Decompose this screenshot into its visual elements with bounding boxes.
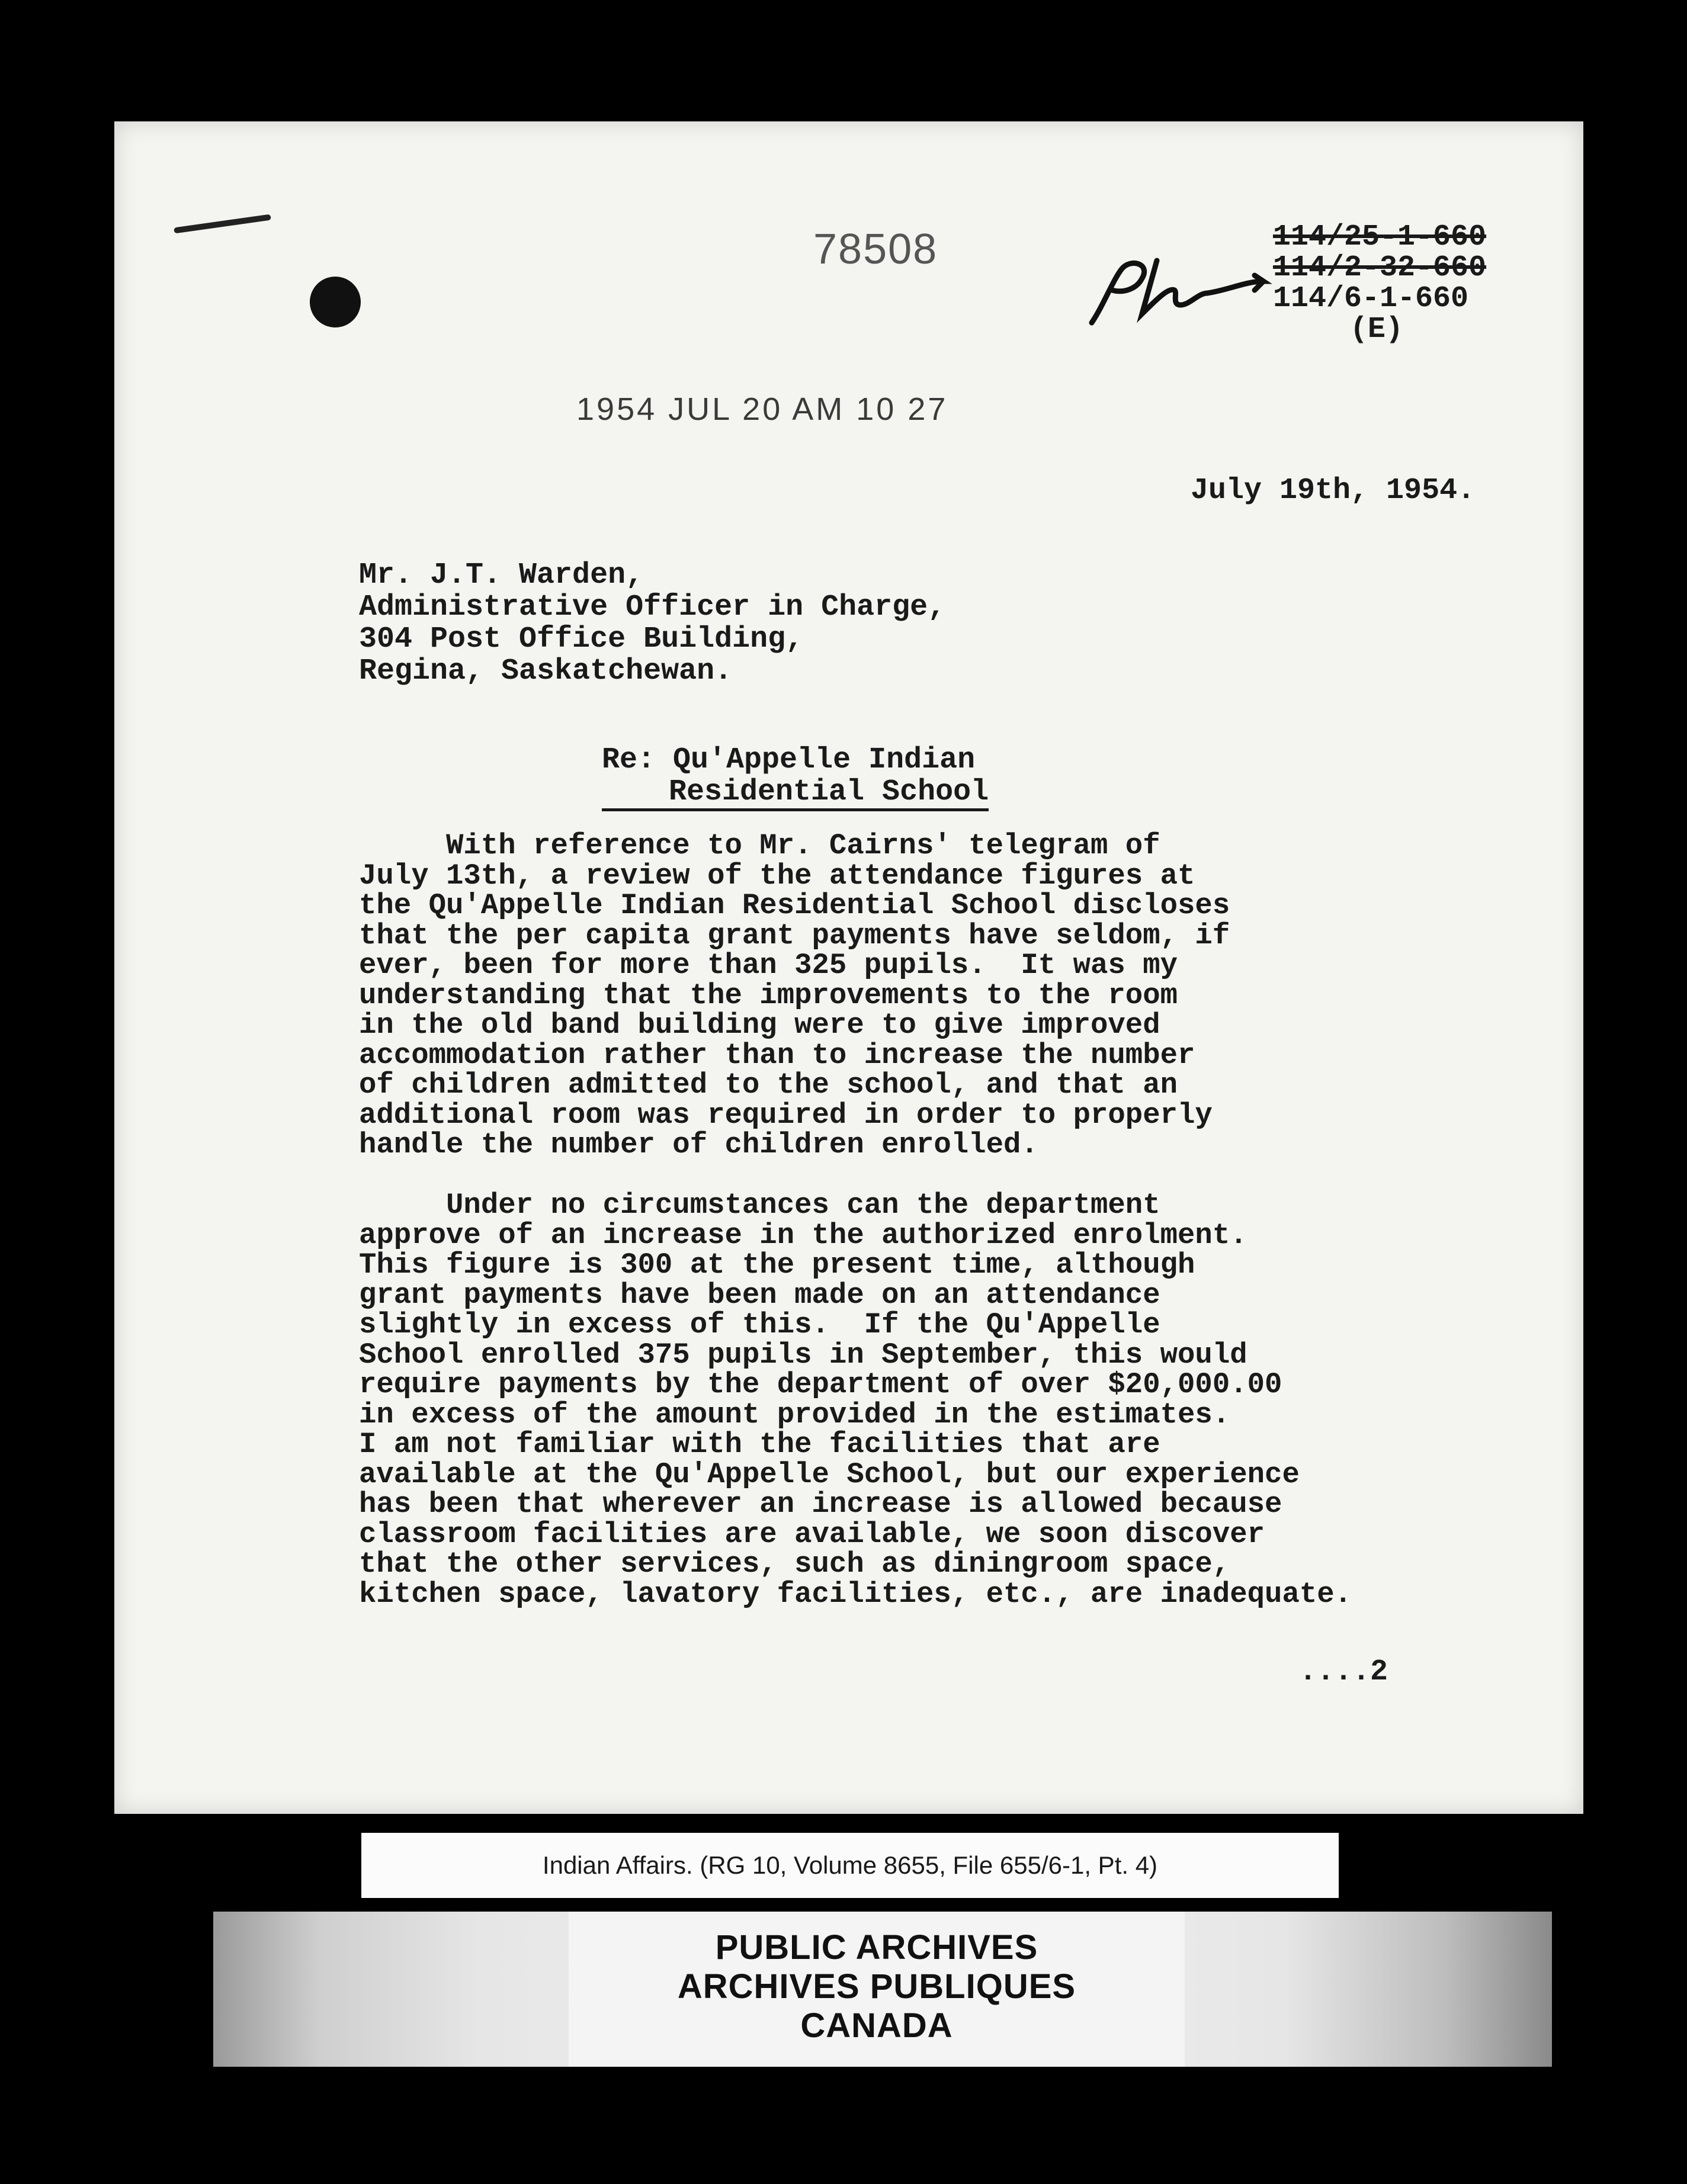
text-line: This figure is 300 at the present time, although: [359, 1248, 1195, 1282]
body-paragraph-1: [359, 831, 1550, 1160]
body-paragraph-2: [359, 1190, 1550, 1609]
struck-file-code-1: 114/25-1-660: [1273, 220, 1487, 254]
text-line: July 13th, a review of the attendance figures at: [359, 859, 1195, 892]
text-line: classroom facilities are available, we soon discover: [359, 1517, 1265, 1551]
text-line: additional room was required in order to properly: [359, 1098, 1213, 1132]
text-line: ever, been for more than 325 pupils. It was my: [359, 949, 1178, 982]
archive-stamp-line: PUBLIC ARCHIVES: [715, 1928, 1038, 1967]
file-codes: [1273, 222, 1486, 345]
text-line: in excess of the amount provided in the estimates.: [359, 1398, 1230, 1431]
subject-line: [602, 744, 989, 811]
letter-page: [114, 121, 1583, 1814]
recipient-address: [359, 560, 945, 688]
recipient-line: Regina, Saskatchewan.: [359, 654, 733, 688]
text-line: has been that wherever an increase is allowed because: [359, 1488, 1282, 1521]
archive-reference-label: Indian Affairs. (RG 10, Volume 8655, File 655/6-1, Pt. 4): [361, 1833, 1339, 1898]
text-line: that the other services, such as diningroom space,: [359, 1547, 1230, 1581]
page-continuation: ....2: [1299, 1655, 1388, 1689]
text-line: kitchen space, lavatory facilities, etc., are inadequate.: [359, 1577, 1352, 1611]
file-code-suffix: (E): [1350, 313, 1404, 346]
text-line: I am not familiar with the facilities that are: [359, 1428, 1160, 1461]
text-line: accommodation rather than to increase the number: [359, 1038, 1195, 1072]
text-line: require payments by the department of over $20,000.00: [359, 1368, 1282, 1401]
text-line: approve of an increase in the authorized enrolment.: [359, 1218, 1247, 1252]
text-line: slightly in excess of this. If the Qu'Appelle: [359, 1308, 1160, 1341]
text-line: With reference to Mr. Cairns' telegram of: [359, 829, 1160, 862]
text-line: that the per capita grant payments have seldom, if: [359, 918, 1230, 952]
subject-line-2: Residential School: [602, 776, 989, 811]
text-line: the Qu'Appelle Indian Residential School discloses: [359, 889, 1230, 922]
text-line: School enrolled 375 pupils in September, this would: [359, 1338, 1247, 1372]
recipient-line: Administrative Officer in Charge,: [359, 590, 946, 624]
text-line: available at the Qu'Appelle School, but our experience: [359, 1457, 1300, 1491]
archive-stamp-line: ARCHIVES PUBLIQUES: [677, 1967, 1076, 2006]
archive-stamp: [569, 1912, 1185, 2067]
pencil-mark: [174, 214, 271, 234]
subject-line-1: Re: Qu'Appelle Indian: [602, 743, 976, 777]
text-line: understanding that the improvements to the room: [359, 978, 1178, 1012]
text-line: in the old band building were to give improved: [359, 1009, 1160, 1042]
text-line: of children admitted to the school, and that an: [359, 1068, 1178, 1101]
recipient-line: 304 Post Office Building,: [359, 622, 804, 656]
text-line: handle the number of children enrolled.: [359, 1128, 1038, 1161]
punch-hole: [310, 277, 361, 327]
struck-file-code-2: 114/2-32-660: [1273, 251, 1487, 285]
recipient-line: Mr. J.T. Warden,: [359, 558, 644, 592]
text-line: grant payments have been made on an attendance: [359, 1278, 1160, 1312]
archive-stamp-line: CANADA: [800, 2006, 953, 2045]
text-line: Under no circumstances can the department: [359, 1189, 1160, 1222]
file-number: 78508: [813, 226, 938, 273]
receipt-date-stamp: 1954 JUL 20 AM 10 27: [576, 391, 948, 427]
letter-date: July 19th, 1954.: [1191, 474, 1476, 508]
current-file-code: 114/6-1-660: [1273, 282, 1469, 316]
